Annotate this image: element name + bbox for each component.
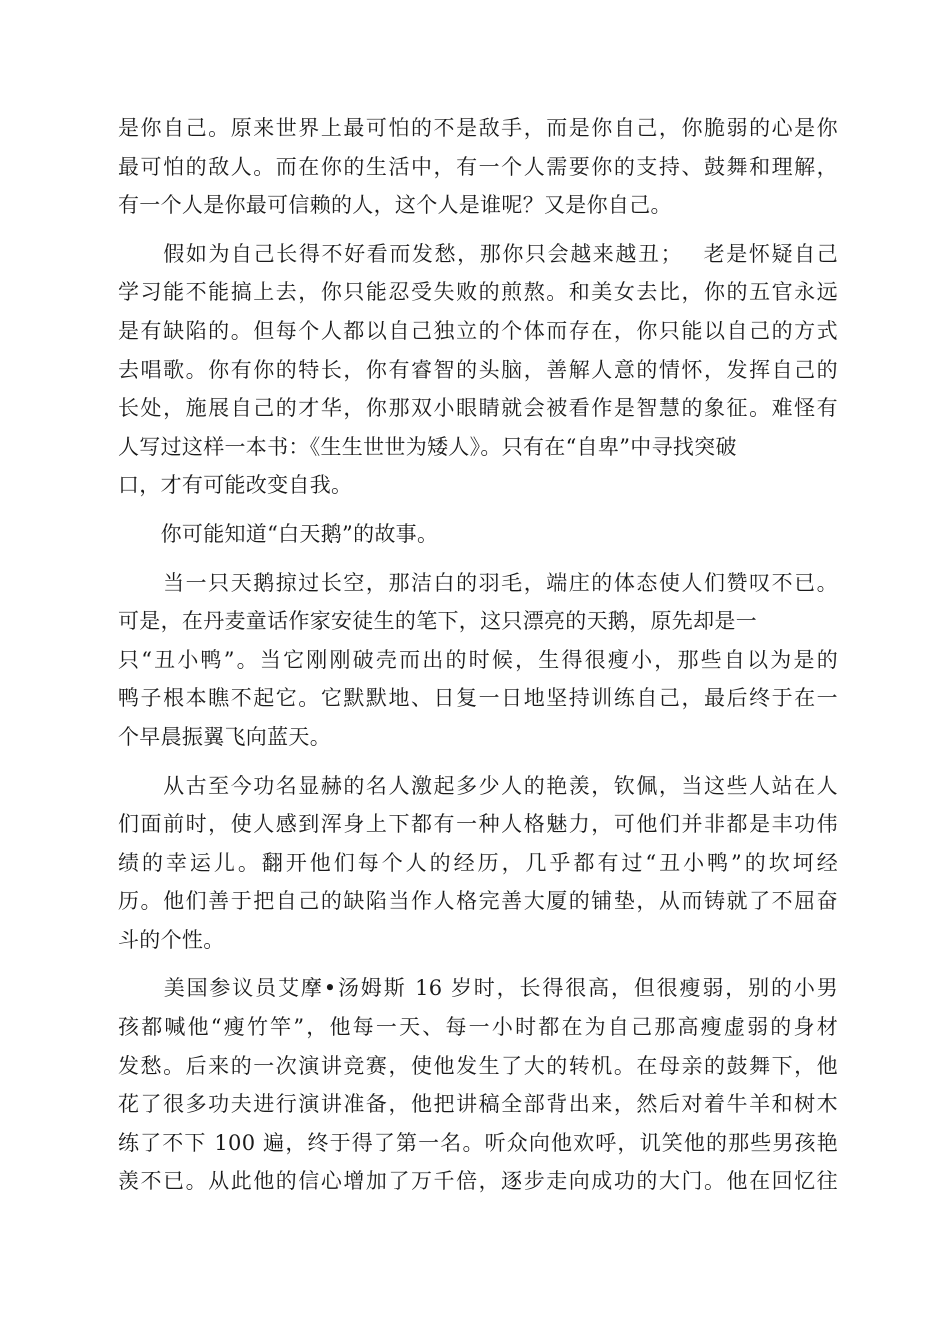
paragraph-line: 鸭子根本瞧不起它。它默默地、日复一日地坚持训练自己，最后终于在一 [118,686,838,711]
paragraph-line: 练了不下 100 遍，终于得了第一名。听众向他欢呼，讥笑他的那些男孩艳 [118,1130,838,1155]
paragraph-2 [118,235,838,505]
paragraph-line: 最可怕的敌人。而在你的生活中，有一个人需要你的支持、鼓舞和理解， [118,154,838,179]
paragraph-line: 口，才有可能改变自我。 [118,473,353,498]
paragraph-line: 花了很多功夫进行演讲准备，他把讲稿全部背出来，然后对着牛羊和树木 [118,1092,838,1117]
paragraph-line: 历。他们善于把自己的缺陷当作人格完善大厦的铺垫，从而铸就了不屈奋 [118,889,838,914]
document-body [118,109,838,1211]
paragraph-line: 美国参议员艾摩•汤姆斯 16 岁时，长得很高，但很瘦弱，别的小男 [118,976,838,1001]
paragraph-line: 是有缺陷的。但每个人都以自己独立的个体而存在，你只能以自己的方式 [118,318,838,343]
paragraph-line: 假如为自己长得不好看而发愁，那你只会越来越丑； 老是怀疑自己 [118,241,838,266]
paragraph-3 [118,515,838,554]
paragraph-line: 个早晨振翼飞向蓝天。 [118,724,331,749]
paragraph-line: 学习能不能搞上去，你只能忍受失败的煎熬。和美女去比，你的五官永远 [118,280,838,305]
paragraph-line: 绩的幸运儿。翻开他们每个人的经历，几乎都有过“丑小鸭”的坎坷经 [118,850,838,875]
paragraph-line: 人写过这样一本书：《生生世世为矮人》。只有在“自卑”中寻找突破 [118,434,737,459]
paragraph-line: 去唱歌。你有你的特长，你有睿智的头脑，善解人意的情怀，发挥自己的 [118,357,838,382]
paragraph-6 [118,969,838,1201]
paragraph-line: 有一个人是你最可信赖的人，这个人是谁呢？又是你自己。 [118,193,672,218]
paragraph-line: 发愁。后来的一次演讲竞赛，使他发生了大的转机。在母亲的鼓舞下，他 [118,1053,838,1078]
paragraph-line: 可是，在丹麦童话作家安徒生的笔下，这只漂亮的天鹅，原先却是一 [118,609,757,634]
paragraph-4 [118,564,838,757]
paragraph-line: 你可能知道“白天鹅”的故事。 [118,521,439,546]
paragraph-1 [118,109,838,225]
paragraph-line: 当一只天鹅掠过长空，那洁白的羽毛，端庄的体态使人们赞叹不已。 [118,570,838,595]
paragraph-line: 羡不已。从此他的信心增加了万千倍，逐步走向成功的大门。他在回忆往 [118,1169,838,1194]
paragraph-line: 只“丑小鸭”。当它刚刚破壳而出的时候，生得很瘦小，那些自以为是的 [118,647,838,672]
paragraph-line: 孩都喊他“瘦竹竿”，他每一天、每一小时都在为自己那高瘦虚弱的身材 [118,1015,838,1040]
paragraph-line: 从古至今功名显赫的名人激起多少人的艳羡，钦佩，当这些人站在人 [118,773,838,798]
paragraph-line: 长处，施展自己的才华，你那双小眼睛就会被看作是智慧的象征。难怪有 [118,396,838,421]
paragraph-line: 斗的个性。 [118,927,225,952]
paragraph-line: 是你自己。原来世界上最可怕的不是敌手，而是你自己，你脆弱的心是你 [118,116,838,140]
paragraph-line: 们面前时，使人感到浑身上下都有一种人格魅力，可他们并非都是丰功伟 [118,812,838,837]
paragraph-5 [118,767,838,960]
